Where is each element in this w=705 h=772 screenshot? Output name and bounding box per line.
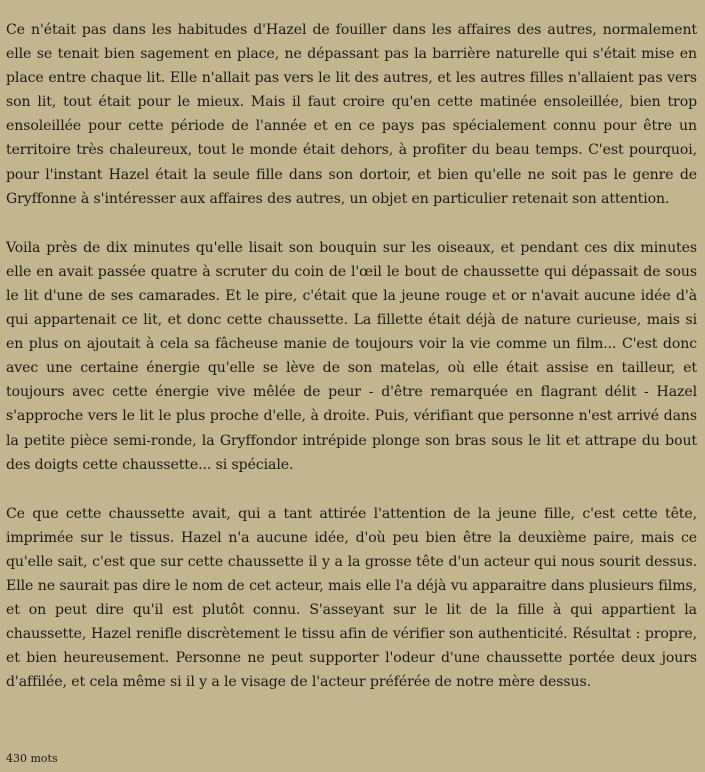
paragraph-2: Voila près de dix minutes qu'elle lisait son bouquin sur les oiseaux, et pendant ces dix minutes elle en avait passée quatre à scruter du coin de l'œil le bout de chaussette qui dépassait de sous le lit d'une de ses camarades. Et le pire, c'était que la jeune rouge et or n'avait aucune idée d'à qui appartenait ce lit, et donc cette chaussette. La fillette était déjà de nature curieuse, mais si en plus on ajoutait à cela sa fâcheuse manie de toujours voir la vie comme un film... C'est donc avec une certaine énergie qu'elle se lève de son matelas, où elle était assise en tailleur, et toujours avec cette énergie vive mêlée de peur - d'être remarquée en flagrant délit - Hazel s'approche vers le lit le plus proche d'elle, à droite. Puis, vérifiant que personne n'est arrivé dans la petite pièce semi-ronde, la Gryffondor intrépide plonge son bras sous le lit et attrape du bout des doigts cette chaussette... si spéciale.: [6, 239, 697, 473]
paragraph-1: Ce n'était pas dans les habitudes d'Hazel de fouiller dans les affaires des autres, normalement elle se tenait bien sagement en place, ne dépassant pas la barrière naturelle qui s'était mise en place entre chaque lit. Elle n'allait pas vers le lit des autres, et les autres filles n'allaient pas vers son lit, tout était pour le mieux. Mais il faut croire qu'en cette matinée ensoleillée, bien trop ensoleillée pour cette période de l'année et en ce pays pas spécialement connu pour être un territoire très chaleureux, tout le monde était dehors, à profiter du beau temps. C'est pourquoi, pour l'instant Hazel était la seule fille dans son dortoir, et bien qu'elle ne soit pas le genre de Gryffonne à s'intéresser aux affaires des autres, un objet en particulier retenait son attention.: [6, 22, 697, 207]
paragraph-3: Ce que cette chaussette avait, qui a tant attirée l'attention de la jeune fille, c'est cette tête, imprimée sur le tissus. Hazel n'a aucune idée, d'où peu bien être la deuxième paire, mais ce qu'elle sait, c'est que sur cette chaussette il y a la grosse tête d'un acteur qui nous sourit dessus. Elle ne saurait pas dire le nom de cet acteur, mais elle l'a déjà vu apparaitre dans plusieurs films, et on peut dire qu'il est plutôt connu. S'asseyant sur le lit de la fille à qui appartient la chaussette, Hazel renifle discrètement le tissu afin de vérifier son authenticité. Résultat : propre, et bien heureusement. Personne ne peut supporter l'odeur d'une chaussette portée deux jours d'affilée, et cela même si il y a le visage de l'acteur préférée de notre mère dessus.: [6, 505, 697, 691]
word-count: 430 mots: [6, 752, 58, 765]
story-text: [6, 18, 697, 694]
